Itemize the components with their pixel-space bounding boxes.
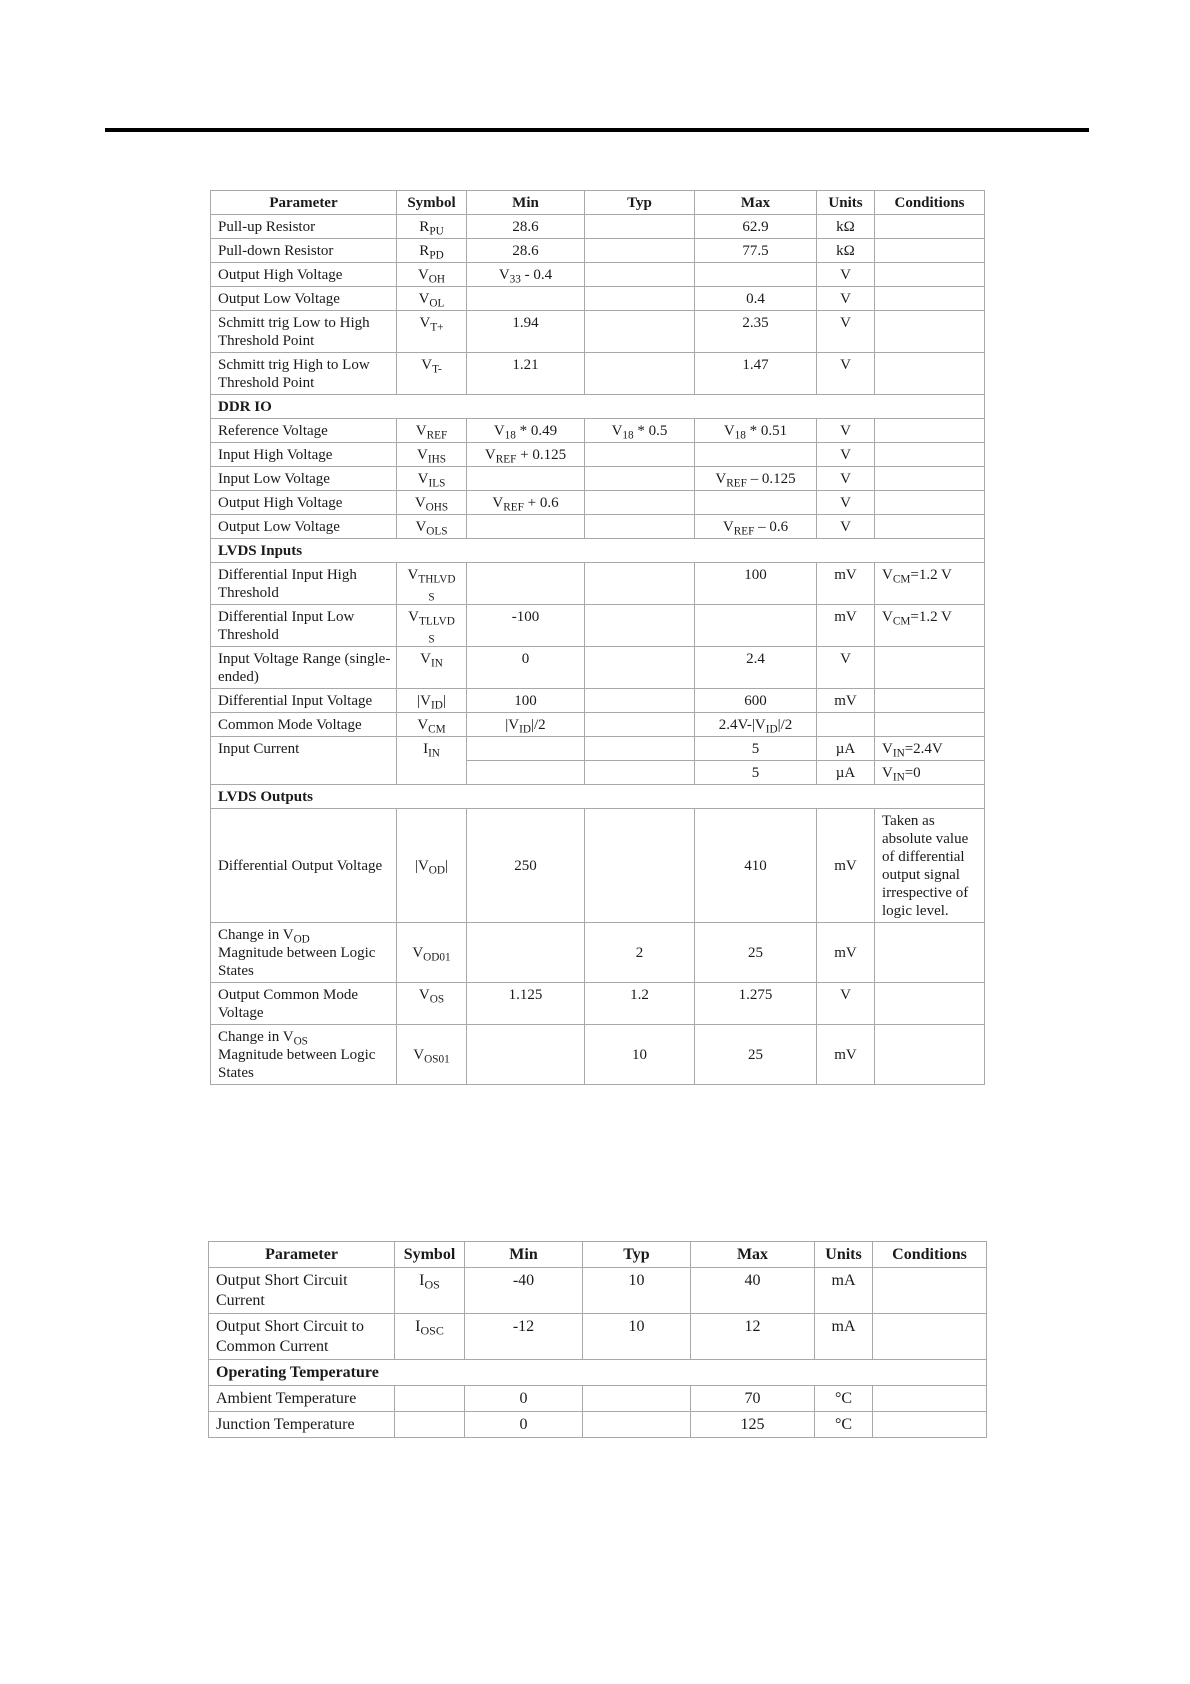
symbol-cell: $|V_{OD}|$ [397,809,467,923]
header-symbol: Symbol [397,191,467,215]
symbol-cell: $I_{OS}$ [395,1268,465,1314]
units-cell: V [817,419,875,443]
table-row [211,443,985,467]
param-cell: Ambient Temperature [209,1386,395,1412]
typ-cell [583,1412,691,1438]
table-row [211,809,985,923]
header-parameter: Parameter [209,1242,395,1268]
units-cell: V [817,647,875,689]
conditions-cell [875,983,985,1025]
conditions-cell [875,923,985,983]
min-cell: 100 [467,689,585,713]
symbol-cell: $V_{CM}$ [397,713,467,737]
units-cell: mV [817,605,875,647]
max-cell [695,605,817,647]
units-cell: mA [815,1314,873,1360]
units-cell: mV [817,689,875,713]
max-cell: 410 [695,809,817,923]
header-typ: Typ [583,1242,691,1268]
units-cell: V [817,353,875,395]
header-typ: Typ [585,191,695,215]
conditions-cell [875,311,985,353]
symbol-cell: $|V_{ID}|$ [397,689,467,713]
param-cell: Output Common Mode Voltage [211,983,397,1025]
conditions-cell [873,1386,987,1412]
param-cell: Junction Temperature [209,1412,395,1438]
units-cell: mV [817,809,875,923]
conditions-cell: Taken as absolute value of differential output signal irrespective of logic level. [875,809,985,923]
units-cell: kΩ [817,239,875,263]
table-row [211,467,985,491]
min-cell [467,737,585,761]
typ-cell [585,287,695,311]
conditions-cell [875,353,985,395]
symbol-cell: $R_{PU}$ [397,215,467,239]
units-cell: mV [817,563,875,605]
table-row [209,1314,987,1360]
typ-cell [585,443,695,467]
conditions-cell [873,1314,987,1360]
units-cell [817,713,875,737]
min-cell: $V_{REF} + 0.125$ [467,443,585,467]
typ-cell [585,467,695,491]
typ-cell [585,761,695,785]
max-cell: 0.4 [695,287,817,311]
symbol-cell: $V_{IHS}$ [397,443,467,467]
typ-cell [585,491,695,515]
symbol-cell: $V_{OD01}$ [397,923,467,983]
table-row [211,923,985,983]
min-cell: 28.6 [467,239,585,263]
header-conditions: Conditions [873,1242,987,1268]
header-conditions: Conditions [875,191,985,215]
header-min: Min [467,191,585,215]
max-cell: 77.5 [695,239,817,263]
symbol-cell: $V_{REF}$ [397,419,467,443]
units-cell: µA [817,737,875,761]
symbol-cell: $I_{IN}$ [397,737,467,785]
table-row [211,263,985,287]
symbol-cell: $V_{OLS}$ [397,515,467,539]
max-cell: 1.275 [695,983,817,1025]
units-cell: mV [817,923,875,983]
symbol-cell [395,1386,465,1412]
header-max: Max [691,1242,815,1268]
table-row [211,737,985,761]
symbol-cell: $V_{OS01}$ [397,1025,467,1085]
min-cell: 28.6 [467,215,585,239]
units-cell: µA [817,761,875,785]
typ-cell: 1.2 [585,983,695,1025]
max-cell: $2.4V-|V_{ID}|/2$ [695,713,817,737]
units-cell: V [817,311,875,353]
typ-cell [585,353,695,395]
table-row [211,563,985,605]
max-cell [695,491,817,515]
table-row [211,239,985,263]
max-cell: 40 [691,1268,815,1314]
min-cell: 1.94 [467,311,585,353]
min-cell: $V_{33} - 0.4$ [467,263,585,287]
param-cell: Common Mode Voltage [211,713,397,737]
conditions-cell [875,287,985,311]
max-cell: 5 [695,737,817,761]
max-cell [695,443,817,467]
typ-cell [585,263,695,287]
conditions-cell [875,515,985,539]
typ-cell [585,515,695,539]
table-row [211,1025,985,1085]
max-cell: $V_{18} * 0.51$ [695,419,817,443]
table-row [211,647,985,689]
param-cell: Input Voltage Range (single-ended) [211,647,397,689]
max-cell: 5 [695,761,817,785]
header-units: Units [815,1242,873,1268]
param-cell: Schmitt trig High to Low Threshold Point [211,353,397,395]
min-cell: 250 [467,809,585,923]
table-row [211,689,985,713]
table-row [211,215,985,239]
min-cell: $V_{REF} + 0.6$ [467,491,585,515]
table-row [211,605,985,647]
lvds-electrical-spec-table [210,190,985,1085]
section-lvds-outputs: LVDS Outputs [211,785,985,809]
conditions-cell [875,263,985,287]
typ-cell [585,809,695,923]
param-cell: Output Short Circuit Current [209,1268,395,1314]
symbol-cell: $I_{OSC}$ [395,1314,465,1360]
conditions-cell [873,1412,987,1438]
symbol-cell: $V_{OS}$ [397,983,467,1025]
min-cell: -100 [467,605,585,647]
conditions-cell [875,1025,985,1085]
typ-cell [585,239,695,263]
max-cell: 1.47 [695,353,817,395]
max-cell [695,263,817,287]
max-cell: 2.35 [695,311,817,353]
header-units: Units [817,191,875,215]
conditions-cell: $V_{IN}=0$ [875,761,985,785]
header-min: Min [465,1242,583,1268]
units-cell: V [817,443,875,467]
typ-cell [585,215,695,239]
conditions-cell: $V_{CM}=1.2$ V [875,563,985,605]
symbol-cell: $V_{T-}$ [397,353,467,395]
units-cell: mA [815,1268,873,1314]
param-cell: Differential Output Voltage [211,809,397,923]
conditions-cell [875,419,985,443]
table-row [211,353,985,395]
section-ddr-io: DDR IO [211,395,985,419]
max-cell: 25 [695,923,817,983]
conditions-cell [875,443,985,467]
typ-cell: 2 [585,923,695,983]
symbol-cell: $V_{IN}$ [397,647,467,689]
symbol-cell: $V_{T+}$ [397,311,467,353]
table-row [209,1412,987,1438]
units-cell: V [817,287,875,311]
typ-cell [585,737,695,761]
conditions-cell [875,491,985,515]
param-cell: Output Low Voltage [211,287,397,311]
section-operating-temperature: Operating Temperature [209,1360,987,1386]
units-cell: V [817,491,875,515]
conditions-cell [875,467,985,491]
min-cell: 0 [467,647,585,689]
units-cell: V [817,467,875,491]
table-row [209,1268,987,1314]
header-parameter: Parameter [211,191,397,215]
min-cell [467,761,585,785]
table-row [211,491,985,515]
param-cell: Differential Input Low Threshold [211,605,397,647]
symbol-cell: $V_{OL}$ [397,287,467,311]
param-cell: Change in $V_{OS}$ Magnitude between Logic States [211,1025,397,1085]
param-cell: Input Low Voltage [211,467,397,491]
min-cell: 1.21 [467,353,585,395]
min-cell [467,563,585,605]
max-cell: 100 [695,563,817,605]
min-cell [467,287,585,311]
conditions-cell [875,689,985,713]
conditions-cell [873,1268,987,1314]
conditions-cell: $V_{CM}=1.2$ V [875,605,985,647]
min-cell: 0 [465,1412,583,1438]
max-cell: 12 [691,1314,815,1360]
typ-cell: 10 [585,1025,695,1085]
table-header-row [211,191,985,215]
param-cell: Pull-up Resistor [211,215,397,239]
units-cell: V [817,983,875,1025]
min-cell: $|V_{ID}|/2$ [467,713,585,737]
max-cell: 70 [691,1386,815,1412]
table-row [211,983,985,1025]
param-cell: Reference Voltage [211,419,397,443]
param-cell: Differential Input Voltage [211,689,397,713]
min-cell: -40 [465,1268,583,1314]
symbol-cell: $V_{ILS}$ [397,467,467,491]
typ-cell [585,689,695,713]
typ-cell [585,563,695,605]
conditions-cell [875,239,985,263]
table-row [211,419,985,443]
section-lvds-inputs: LVDS Inputs [211,539,985,563]
symbol-cell: $V_{OHS}$ [397,491,467,515]
min-cell: -12 [465,1314,583,1360]
table-row [211,515,985,539]
typ-cell [585,647,695,689]
param-cell: Schmitt trig Low to High Threshold Point [211,311,397,353]
param-cell: Differential Input High Threshold [211,563,397,605]
symbol-cell: $V_{TLLVD}$ $_S$ [397,605,467,647]
max-cell: $V_{REF} - 0.6$ [695,515,817,539]
max-cell: 2.4 [695,647,817,689]
param-cell: Output Short Circuit to Common Current [209,1314,395,1360]
min-cell: 0 [465,1386,583,1412]
min-cell [467,923,585,983]
max-cell: 25 [695,1025,817,1085]
max-cell: 125 [691,1412,815,1438]
conditions-cell [875,647,985,689]
min-cell: $V_{18} * 0.49$ [467,419,585,443]
symbol-cell [395,1412,465,1438]
param-cell: Output High Voltage [211,263,397,287]
symbol-cell: $V_{THLVD}$ $_S$ [397,563,467,605]
header-symbol: Symbol [395,1242,465,1268]
typ-cell: 10 [583,1268,691,1314]
min-cell [467,1025,585,1085]
param-cell: Input High Voltage [211,443,397,467]
table-row [211,287,985,311]
typ-cell [585,605,695,647]
header-rule [105,128,1089,132]
symbol-cell: $R_{PD}$ [397,239,467,263]
max-cell: 600 [695,689,817,713]
param-cell: Change in $V_{OD}$ Magnitude between Logic States [211,923,397,983]
typ-cell [585,311,695,353]
typ-cell [583,1386,691,1412]
param-cell: Input Current [211,737,397,785]
table-row [211,713,985,737]
units-cell: kΩ [817,215,875,239]
max-cell: 62.9 [695,215,817,239]
symbol-cell: $V_{OH}$ [397,263,467,287]
section-row [211,539,985,563]
short-circuit-temperature-table [208,1241,987,1438]
conditions-cell [875,713,985,737]
units-cell: V [817,263,875,287]
typ-cell: 10 [583,1314,691,1360]
typ-cell [585,713,695,737]
section-row [209,1360,987,1386]
param-cell: Output High Voltage [211,491,397,515]
min-cell [467,515,585,539]
section-row [211,785,985,809]
conditions-cell: $V_{IN}=2.4V$ [875,737,985,761]
units-cell: V [817,515,875,539]
table-row [211,311,985,353]
min-cell: 1.125 [467,983,585,1025]
table-header-row [209,1242,987,1268]
units-cell: mV [817,1025,875,1085]
section-row [211,395,985,419]
table-row [209,1386,987,1412]
header-max: Max [695,191,817,215]
typ-cell: $V_{18} * 0.5$ [585,419,695,443]
min-cell [467,467,585,491]
units-cell: °C [815,1412,873,1438]
param-cell: Pull-down Resistor [211,239,397,263]
param-cell: Output Low Voltage [211,515,397,539]
units-cell: °C [815,1386,873,1412]
max-cell: $V_{REF} - 0.125$ [695,467,817,491]
conditions-cell [875,215,985,239]
